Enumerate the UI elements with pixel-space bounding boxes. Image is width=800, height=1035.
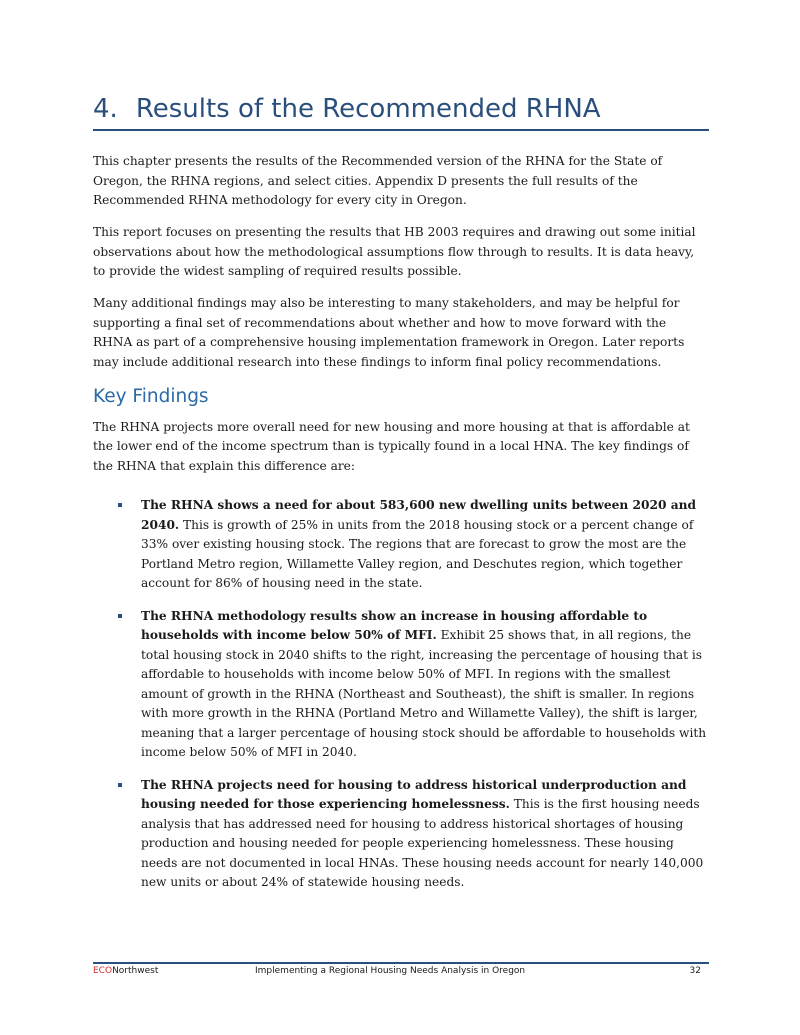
finding-lead: The RHNA projects need for housing to address historical underproduction and housing needed for those experiencing homelessness. bbox=[141, 777, 687, 811]
finding-text: This is growth of 25% in units from the 2018 housing stock or a percent change of 33% over existing housing stock. The regions that are forecast to grow the most are the Portland Metro region, Willamette Valley region, and Deschutes region, which together account for 86% of housing need in the state. bbox=[141, 517, 694, 590]
chapter-title bbox=[93, 92, 709, 131]
finding-text: This is the first housing needs analysis that has addressed need for housing to address historical shortages of housing production and housing needed for people experiencing homelessness. These housing needs are not documented in local HNAs. These housing needs account for nearly 140,000 new units or about 24% of statewide housing needs. bbox=[141, 797, 704, 889]
key-findings-list bbox=[93, 496, 709, 893]
document-body bbox=[93, 152, 709, 906]
finding-item bbox=[93, 776, 709, 893]
finding-lead: The RHNA methodology results show an increase in housing affordable to households with income below 50% of MFI. bbox=[141, 608, 648, 642]
finding-text: Exhibit 25 shows that, in all regions, the total housing stock in 2040 shifts to the right, increasing the percentage of housing that is affordable to households with income below 50% of MFI. In regions with the smallest amount of growth in the RHNA (Northeast and Southeast), the shift is smaller. In regions with more growth in the RHNA (Portland Metro and Willamette Valley), the shift is larger, meaning that a larger percentage of housing stock should be affordable to households with income below 50% of MFI in 2040. bbox=[141, 628, 707, 759]
footer-brand-prefix: ECO bbox=[93, 966, 113, 976]
page-number: 32 bbox=[689, 966, 701, 976]
footer-brand-suffix: Northwest bbox=[112, 966, 159, 976]
key-findings-intro: The RHNA projects more overall need for new housing and more housing at that is affordable at the lower end of the income spectrum than is typically found in a local HNA. The key findings of the RHNA that explain this difference are: bbox=[93, 419, 690, 473]
finding-lead: The RHNA shows a need for about 583,600 new dwelling units between 2020 and 2040. bbox=[141, 498, 696, 532]
intro-paragraph: This chapter presents the results of the Recommended version of the RHNA for the State of Oregon, the RHNA regions, and select cities. Appendix D presents the full results of the Recommended RHNA methodology for every city in Oregon. bbox=[93, 154, 663, 207]
finding-item bbox=[93, 607, 709, 763]
bullet-icon bbox=[118, 783, 122, 787]
key-findings-heading: Key Findings bbox=[93, 385, 209, 407]
finding-item bbox=[93, 496, 709, 594]
chapter-title-text: Results of the Recommended RHNA bbox=[135, 94, 601, 124]
chapter-number: 4. bbox=[93, 94, 118, 124]
intro-paragraph: Many additional findings may also be interesting to many stakeholders, and may be helpful for supporting a final set of recommendations about whether and how to move forward with the RHNA as part of a comprehensive housing implementation framework in Oregon. Later reports may include additional research into these findings to inform final policy recommendations. bbox=[93, 296, 685, 369]
intro-paragraph: This report focuses on presenting the results that HB 2003 requires and drawing out some initial observations about how the methodological assumptions flow through to results. It is data heavy, to provide the widest sampling of required results possible. bbox=[93, 225, 696, 278]
bullet-icon bbox=[118, 503, 122, 507]
bullet-icon bbox=[118, 614, 122, 618]
footer-report-title: Implementing a Regional Housing Needs Analysis in Oregon bbox=[255, 966, 526, 976]
page-footer bbox=[93, 962, 709, 977]
footer-brand bbox=[93, 966, 158, 976]
